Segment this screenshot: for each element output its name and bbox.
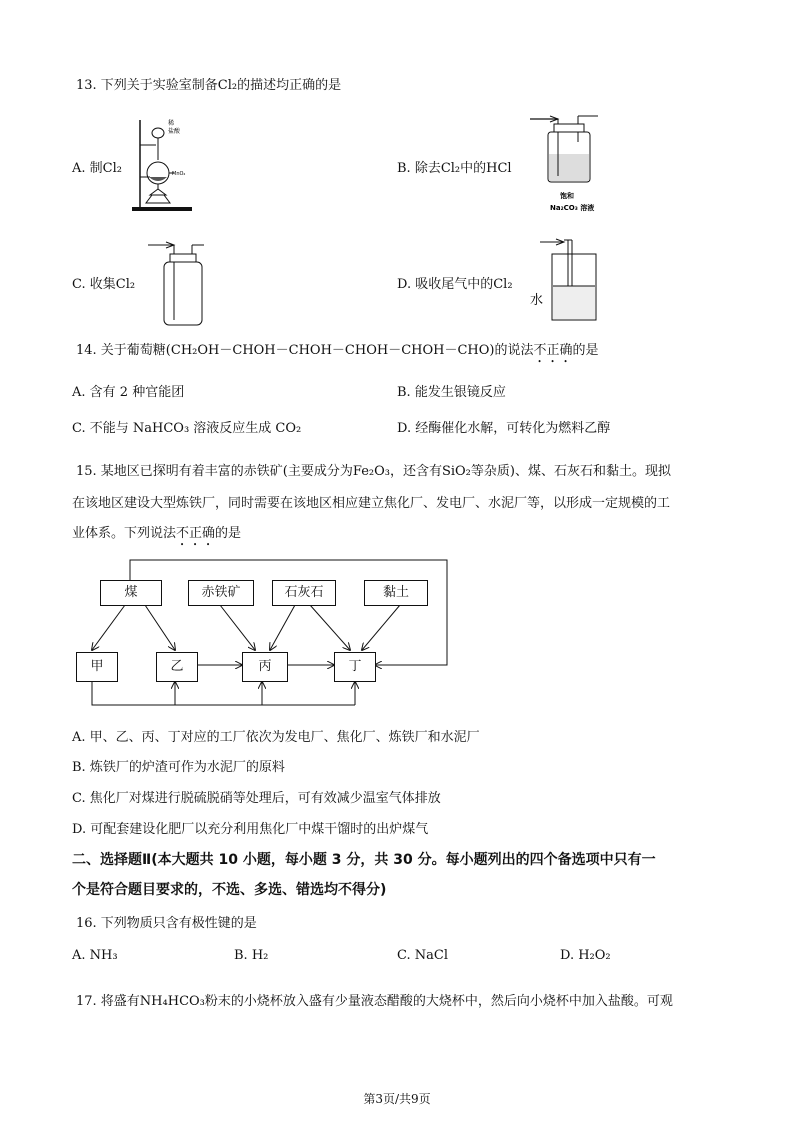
figure-chlorine-generator [128, 115, 198, 215]
q13-option-a[interactable]: A. 制Cl₂ [72, 161, 122, 176]
q15-line-3-prefix: 业体系。下列说法 [72, 526, 177, 541]
q16-option-d[interactable]: D. H₂O₂ [560, 948, 611, 963]
q16-option-a[interactable]: A. NH₃ [72, 948, 118, 963]
label-saturated: 饱和 [560, 192, 574, 200]
q13-option-c[interactable]: C. 收集Cl₂ [72, 277, 136, 292]
q16-stem: 16. 下列物质只含有极性键的是 [76, 916, 257, 931]
q14-stem-emphasis: 不正确 [533, 343, 573, 358]
diagram-arrows [70, 555, 460, 715]
q15-option-d[interactable]: D. 可配套建设化肥厂以充分利用焦化厂中煤干馏时的出炉煤气 [72, 822, 429, 837]
diagram-box-clay: 黏土 [364, 580, 428, 606]
q17-stem: 17. 将盛有NH₄HCO₃粉末的小烧杯放入盛有少量液态醋酸的大烧杯中，然后向小烧杯中加入盐酸。可观 [76, 994, 673, 1009]
q15-line-1: 15. 某地区已探明有着丰富的赤铁矿(主要成分为Fe₂O₃，还含有SiO₂等杂质)、煤、石灰石和黏土。现拟 [76, 464, 671, 479]
q16-option-c[interactable]: C. NaCl [397, 948, 448, 963]
q14-stem-prefix: 14. 关于葡萄糖(CH₂OH－CHOH－CHOH－CHOH－CHOH－CHO)的说法 [76, 343, 534, 358]
diagram-box-yi: 乙 [156, 652, 198, 682]
label-dilute: 稀 [168, 120, 175, 127]
q15-line-3 [72, 522, 241, 549]
q15-line-2: 在该地区建设大型炼铁厂，同时需要在该地区相应建立焦化厂、发电厂、水泥厂等，以形成一定规模的工 [72, 496, 671, 511]
q13-stem: 13. 下列关于实验室制备Cl₂的描述均正确的是 [76, 78, 342, 93]
q15-line-3-emphasis: 不正确 [176, 526, 216, 541]
q15-option-c[interactable]: C. 焦化厂对煤进行脱硫脱硝等处理后，可有效减少温室气体排放 [72, 791, 441, 806]
figure-gas-washing-bottle [528, 112, 608, 216]
figure-gas-collection-bottle [146, 238, 208, 330]
diagram-box-limestone: 石灰石 [272, 580, 336, 606]
q15-line-3-suffix: 的是 [215, 526, 242, 541]
label-hcl: 盐酸 [168, 128, 181, 135]
diagram-box-bing: 丙 [242, 652, 288, 682]
section-2-heading-line-2: 个是符合题目要求的，不选、多选、错选均不得分) [72, 882, 387, 898]
q13-option-d[interactable]: D. 吸收尾气中的Cl₂ [397, 277, 513, 292]
diagram-box-coal: 煤 [100, 580, 162, 606]
q14-stem [76, 339, 599, 366]
q15-option-a[interactable]: A. 甲、乙、丙、丁对应的工厂依次为发电厂、焦化厂、炼铁厂和水泥厂 [72, 730, 480, 745]
section-2-heading-line-1: 二、选择题Ⅱ(本大题共 10 小题，每小题 3 分，共 30 分。每小题列出的四个备选项中只有一 [72, 852, 656, 868]
q13-option-b[interactable]: B. 除去Cl₂中的HCl [397, 161, 512, 176]
label-mno2: MnO₂ [172, 171, 186, 177]
q14-option-d[interactable]: D. 经酶催化水解，可转化为燃料乙醇 [397, 421, 611, 436]
diagram-box-ding: 丁 [334, 652, 376, 682]
q14-option-c[interactable]: C. 不能与 NaHCO₃ 溶液反应生成 CO₂ [72, 421, 302, 436]
diagram-box-jia: 甲 [76, 652, 118, 682]
label-water: 水 [530, 293, 544, 308]
diagram-box-hematite: 赤铁矿 [188, 580, 254, 606]
q14-option-a[interactable]: A. 含有 2 种官能团 [72, 385, 185, 400]
label-na2co3: Na₂CO₃ 溶液 [550, 204, 595, 212]
q15-option-b[interactable]: B. 炼铁厂的炉渣可作为水泥厂的原料 [72, 760, 285, 775]
figure-tail-gas-beaker [528, 234, 600, 324]
page-footer: 第3页/共9页 [363, 1092, 431, 1106]
q14-stem-suffix: 的是 [572, 343, 599, 358]
q14-option-b[interactable]: B. 能发生银镜反应 [397, 385, 506, 400]
q16-option-b[interactable]: B. H₂ [234, 948, 269, 963]
